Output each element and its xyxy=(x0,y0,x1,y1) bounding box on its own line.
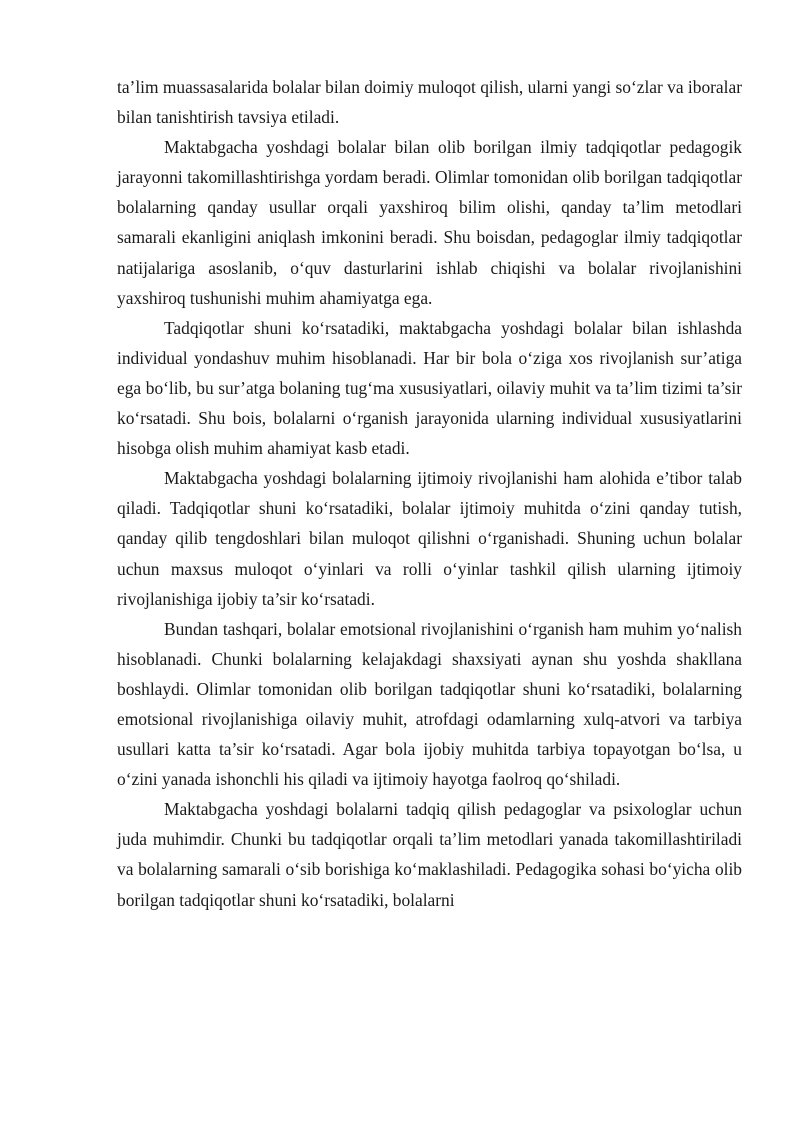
paragraph-importance-of-research: Maktabgacha yoshdagi bolalarni tadqiq qilish pedagoglar va psixologlar uchun juda muhimdir. Chunki bu tadqiqotlar orqali ta’lim metodlari yanada takomillashtiriladi va bolalarning samarali o‘sib borishiga ko‘maklashiladi. Pedagogika sohasi bo‘yicha olib borilgan tadqiqotlar shuni ko‘rsatadiki, bolalarni xyxy=(117,799,742,910)
paragraph-research-pedagogy: Maktabgacha yoshdagi bolalar bilan olib borilgan ilmiy tadqiqotlar pedagogik jarayonni takomillashtirishga yordam beradi. Olimlar tomonidan olib borilgan tadqiqotlar bolalarning qanday usullar orqali yaxshiroq bilim olishi, qanday ta’lim metodlari samarali ekanligini aniqlash imkonini beradi. Shu boisdan, pedagoglar ilmiy tadqiqotlar natijalariga asoslanib, o‘quv dasturlarini ishlab chiqishi va bolalar rivojlanishini yaxshiroq tushunishi muhim ahamiyatga ega. xyxy=(117,137,742,308)
paragraph-social-development: Maktabgacha yoshdagi bolalarning ijtimoiy rivojlanishi ham alohida e’tibor talab qiladi. Tadqiqotlar shuni ko‘rsatadiki, bolalar ijtimoiy muhitda o‘zini qanday tutish, qanday qilib tengdoshlari bilan muloqot qilishni o‘rganishadi. Shuning uchun bolalar uchun maxsus muloqot o‘yinlari va rolli o‘yinlar tashkil qilish ularning ijtimoiy rivojlanishiga ijobiy ta’sir ko‘rsatadi. xyxy=(117,468,742,609)
paragraph-emotional-development: Bundan tashqari, bolalar emotsional rivojlanishini o‘rganish ham muhim yo‘nalish hisoblanadi. Chunki bolalarning kelajakdagi shaxsiyati aynan shu yoshda shakllana boshlaydi. Olimlar tomonidan olib borilgan tadqiqotlar shuni ko‘rsatadiki, bolalarning emotsional rivojlanishiga oilaviy muhit, atrofdagi odamlarning xulq-atvori va tarbiya usullari katta ta’sir ko‘rsatadi. Agar bola ijobiy muhitda tarbiya topayotgan bo‘lsa, u o‘zini yanada ishonchli his qiladi va ijtimoiy hayotga faolroq qo‘shiladi. xyxy=(117,618,742,790)
document-page xyxy=(117,72,742,915)
paragraph-continuation: ta’lim muassasalarida bolalar bilan doimiy muloqot qilish, ularni yangi so‘zlar va iboralar bilan tanishtirish tavsiya etiladi. xyxy=(117,77,742,128)
paragraph-individual-approach: Tadqiqotlar shuni ko‘rsatadiki, maktabgacha yoshdagi bolalar bilan ishlashda individual yondashuv muhim hisoblanadi. Har bir bola o‘ziga xos rivojlanish sur’atiga ega bo‘lib, bu sur’atga bolaning tug‘ma xususiyatlari, oilaviy muhit va ta’lim tizimi ta’sir ko‘rsatadi. Shu bois, bolalarni o‘rganish jarayonida ularning individual xususiyatlarini hisobga olish muhim ahamiyat kasb etadi. xyxy=(117,317,742,459)
